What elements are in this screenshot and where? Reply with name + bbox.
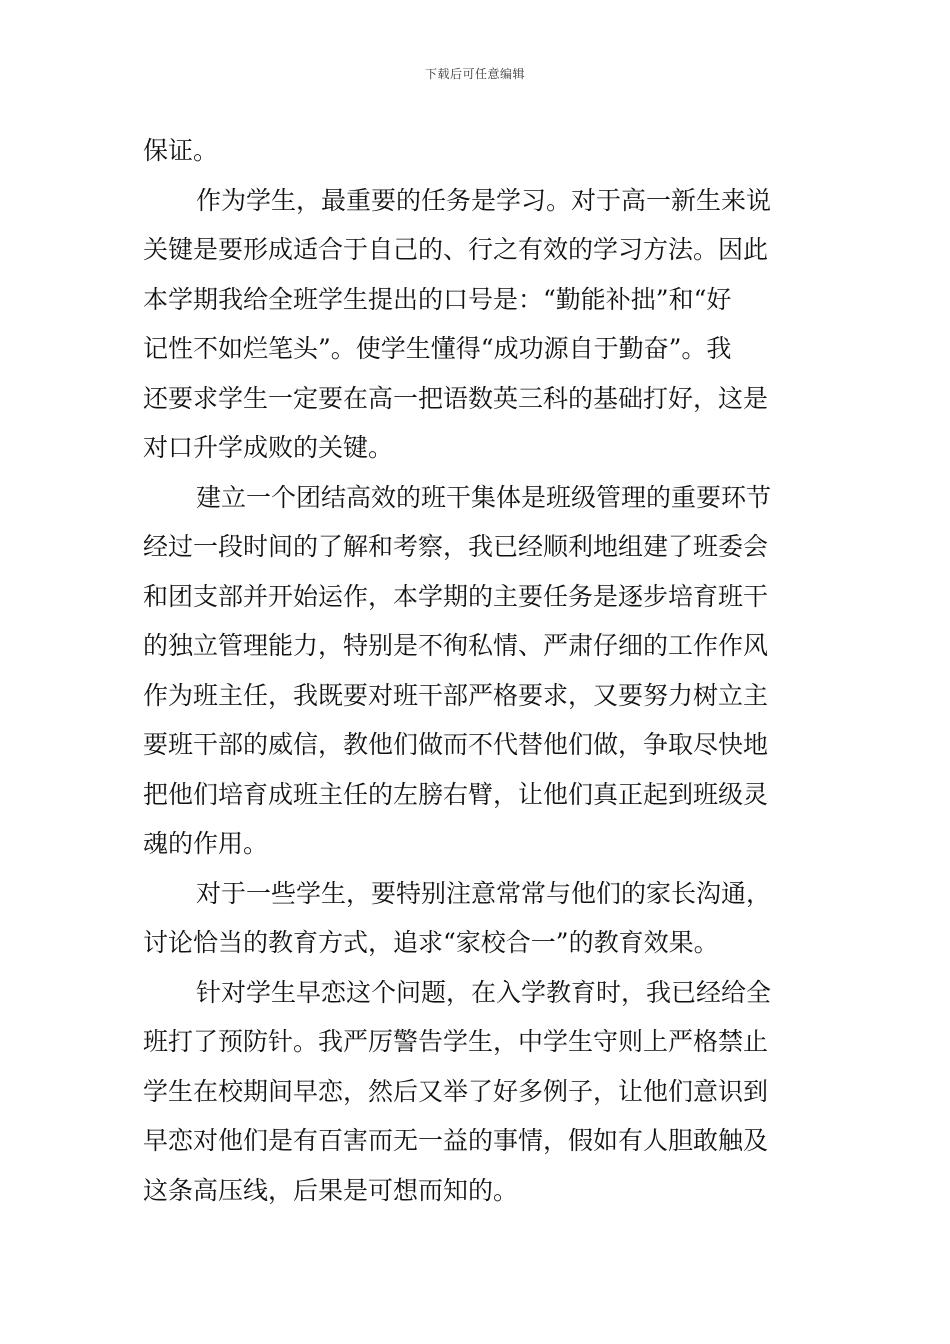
- text-line: 建立一个团结高效的班干集体是班级管理的重要环节: [196, 482, 772, 512]
- text-line: 关键是要形成适合于自己的、行之有效的学习方法。因此: [143, 235, 769, 264]
- text-line: 对于一些学生，要特别注意常常与他们的家长沟通，: [196, 878, 772, 908]
- text-line: 的独立管理能力，特别是不徇私情、严肃仔细的工作作风: [143, 631, 769, 660]
- text-line: 和团支部并开始运作，本学期的主要任务是逐步培育班干: [143, 581, 769, 611]
- text-line: 记性不如烂笔头”。使学生懂得“成功源自于勤奋”。我: [143, 334, 732, 363]
- text-line: 这条高压线，后果是可想而知的。: [143, 1175, 519, 1205]
- text-line: 针对学生早恋这个问题，在入学教育时，我已经给全: [196, 977, 772, 1007]
- text-line: 经过一段时间的了解和考察，我已经顺利地组建了班委会: [143, 532, 769, 561]
- body-text: [143, 126, 808, 1215]
- text-line: 讨论恰当的教育方式，追求“家校合一”的教育效果。: [143, 928, 719, 957]
- text-line: 要班干部的威信，教他们做而不代替他们做，争取尽快地: [143, 730, 769, 759]
- text-line: 保证。: [143, 136, 219, 165]
- text-line: 作为班主任，我既要对班干部严格要求，又要努力树立主: [143, 680, 769, 710]
- text-line: 学生在校期间早恋，然后又举了好多例子，让他们意识到: [143, 1076, 769, 1106]
- text-line: 班打了预防针。我严厉警告学生，中学生守则上严格禁止: [143, 1027, 769, 1056]
- text-line: 早恋对他们是有百害而无一益的事情，假如有人胆敢触及: [143, 1126, 769, 1155]
- text-line: 魂的作用。: [143, 829, 269, 858]
- text-line: 对口升学成败的关键。: [143, 433, 394, 462]
- text-line: 还要求学生一定要在高一把语数英三科的基础打好，这是: [143, 383, 769, 413]
- text-line: 作为学生，最重要的任务是学习。对于高一新生来说: [196, 185, 772, 215]
- text-line: 把他们培育成班主任的左膀右臂，让他们真正起到班级灵: [143, 779, 769, 809]
- text-line: 本学期我给全班学生提出的口号是：“勤能补拙”和“好: [143, 284, 732, 314]
- header-note: 下载后可任意编辑: [424, 67, 525, 81]
